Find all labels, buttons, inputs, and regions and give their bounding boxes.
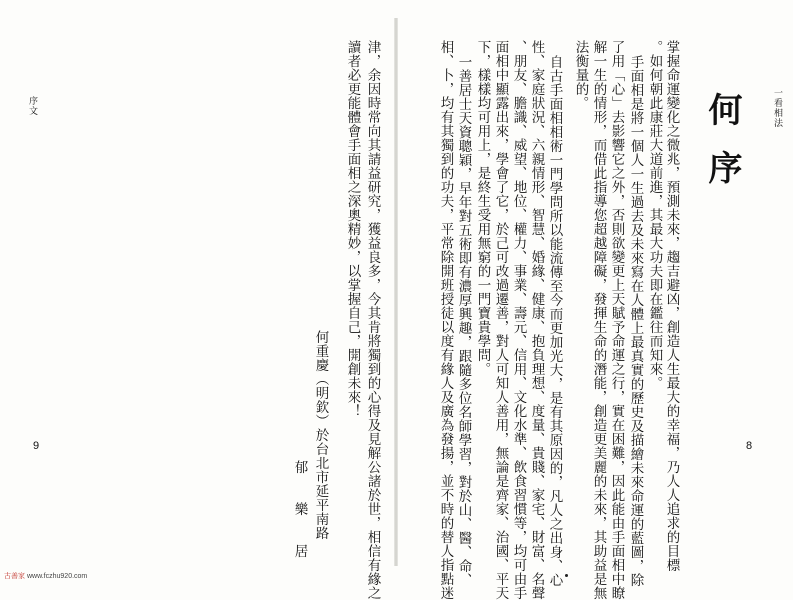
text-column: 、朋友、膽識、威望、地位、權力、事業、壽元、信用、文化水準、飲食習慣等，均可由手 — [510, 40, 527, 600]
text-column: 自古手面相相術一門學問所以能流傳至今而更加光大，是有其原因的，凡人之出身、心 — [546, 55, 563, 587]
book-gutter — [394, 18, 398, 566]
running-head-left: 序文 — [27, 96, 37, 116]
text-column: 掌握命運變化之微兆，預測未來，趨吉避凶，創造人生最大的幸福，乃人人追求的目標 — [663, 40, 680, 572]
text-column: 法衡量的。 — [572, 40, 589, 110]
signature-line: 何重慶（明欽）於台北市延平南路 — [312, 330, 329, 540]
text-column: 相、卜，均有其獨到的功夫，平常除開班授徒以度有緣人及廣為發揚，並不時的替人指點迷 — [437, 40, 454, 600]
text-column: 下，樣樣均可用上，是終生受用無窮的一門寶貴學問。 — [474, 40, 491, 376]
text-column: 。如何朝此康莊大道前進，其最大功夫即在鑑往而知來。 — [646, 40, 663, 390]
page-title: 何序 — [702, 92, 742, 208]
text-column: 了用「心」去影響它之外，否則欲變更上天賦予命運之行，實在困難，因此能由手面相中瞭 — [608, 40, 625, 600]
page-number-right: 8 — [746, 440, 753, 452]
text-column: 一善居士天資聰穎，早年對五術即有濃厚興趣，跟隨多位名師學習，對於山、醫、命、 — [455, 55, 472, 587]
scan-speck — [565, 574, 568, 577]
page-number-left: 9 — [33, 440, 40, 452]
text-column: 性、家庭狀況、六親情形、智慧、婚緣、健康、抱負理想、度量、貴賤、家宅、財富、名聲 — [528, 40, 545, 600]
text-column: 面相中顯露出來，學會了它，於己可改過遷善，對人可知人善用，無論是齊家、治國、平天 — [492, 40, 509, 600]
footer-url: www.fczhu920.com — [26, 573, 88, 580]
signature-place: 郁 樂 居 — [291, 460, 308, 558]
text-column: 解一生的情形，而借此指導您超越障礙，發揮生命的潛能，創造更美麗的未來，其助益是無 — [590, 40, 607, 600]
text-column: 讀者必更能體會手面相之深奧精妙，以掌握自己，開創未來！ — [344, 40, 361, 418]
footer-watermark — [4, 571, 87, 581]
footer-brand: 古善家 — [4, 573, 25, 580]
text-column: 手面相是將一個人一生過去及未來寫在人體上最真實的歷史及描繪未來命運的藍圖，除 — [627, 55, 644, 587]
running-head-right: 一看相法 — [772, 88, 782, 128]
text-column: 津，余因時常向其請益研究，獲益良多，今其肯將獨到的心得及見解公諸於世，相信有緣之 — [364, 40, 381, 600]
